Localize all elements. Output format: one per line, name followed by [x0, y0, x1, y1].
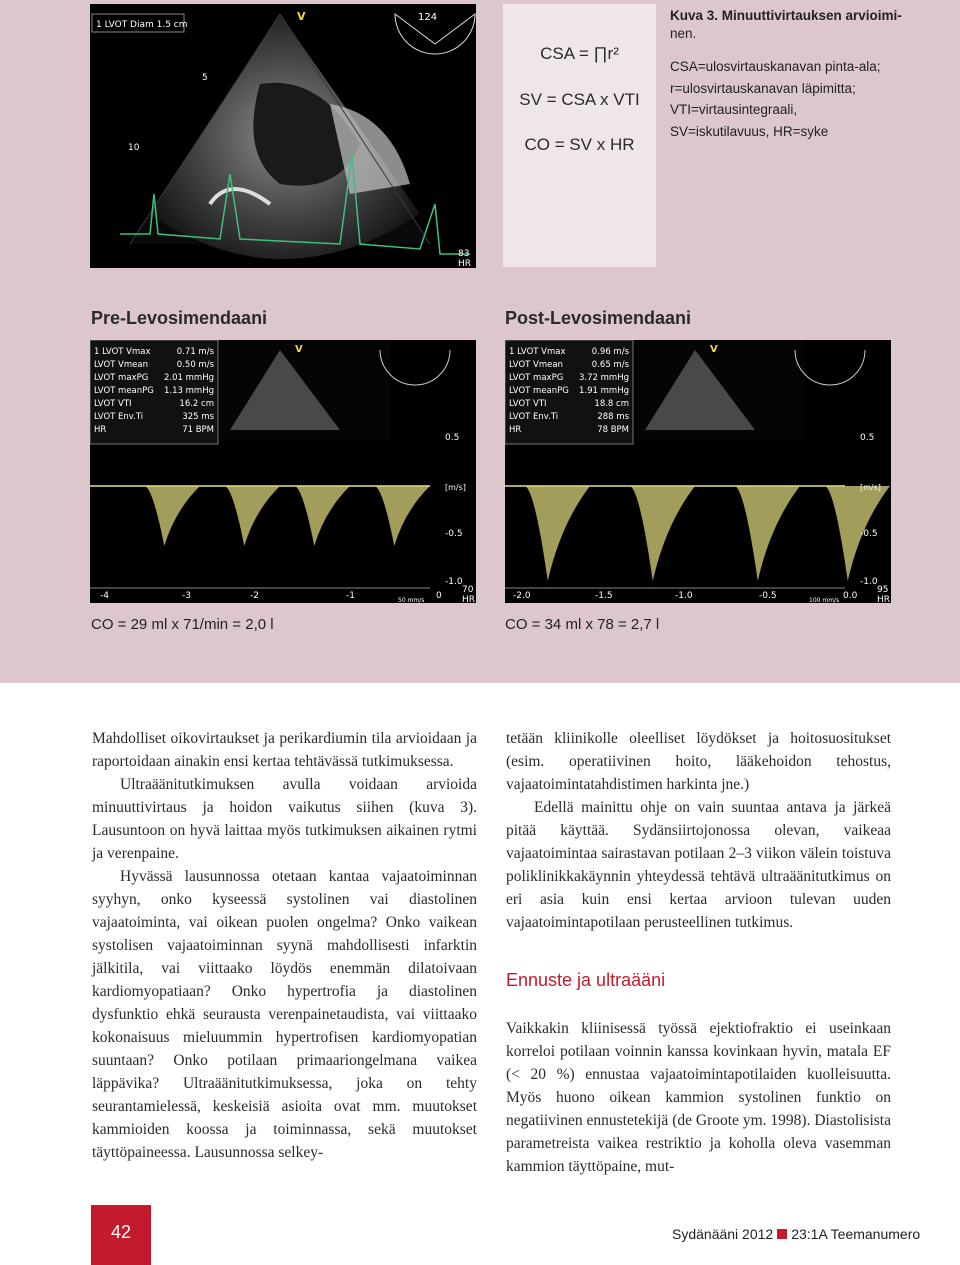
- top-depth-5: 5: [202, 73, 208, 83]
- right-column: [506, 727, 891, 934]
- post-doppler-envelope: [630, 486, 695, 581]
- pre-meas-value: 0.50 m/s: [176, 360, 214, 370]
- echo-image-top: [90, 4, 476, 268]
- post-meas-name: LVOT VTI: [509, 399, 547, 409]
- pre-meas-value: 0.71 m/s: [176, 347, 214, 357]
- footer-journal: Sydänääni 2012: [672, 1226, 774, 1242]
- right-paragraph-3: Vaikkakin kliinisessä työssä ejektiofraktio ei useinkaan korreloi potilaan voinnin kanssa kovinkaan hyvin, matala EF (< 20 %) ennustaa vajaatoimintapotilaiden kuolleisuutta. Myös huono oikean kammion systolinen funktio on negatiivinen ennustetekijä (de Groote ym. 1998). Diastolisista parametreista vaikea restriktio ja koholla oleva vasemman kammion täyttöpaine, mut-: [506, 1020, 891, 1175]
- pre-xtick-4: 0: [436, 591, 442, 601]
- pre-meas-name: LVOT Env.Ti: [94, 412, 144, 422]
- formula-csa: CSA = ∏r²: [540, 44, 619, 63]
- right-column-after: [506, 1017, 891, 1178]
- figure-caption-title: Kuva 3. Minuuttivirtauksen arvioimi-: [670, 8, 902, 23]
- post-co: CO = 34 ml x 78 = 2,7 l: [505, 616, 660, 633]
- post-meas-name: LVOT maxPG: [509, 373, 564, 383]
- post-ytick-0: 0.5: [860, 433, 875, 443]
- top-hr-label: HR: [458, 259, 472, 268]
- post-xtick-4: 0.0: [843, 591, 858, 601]
- top-measure-text: 1 LVOT Diam 1.5 cm: [96, 20, 188, 30]
- pre-speed: 50 mm/s: [398, 597, 425, 603]
- formula-co: CO = SV x HR: [524, 135, 635, 154]
- pre-doppler-envelope: [295, 486, 350, 546]
- pre-doppler-envelope: [145, 486, 200, 546]
- pre-meas-value: 1.13 mmHg: [164, 386, 214, 396]
- post-xtick-1: -1.5: [595, 591, 613, 601]
- post-meas-value: 78 BPM: [597, 425, 629, 435]
- section-heading: Ennuste ja ultraääni: [506, 970, 666, 990]
- post-doppler-envelope: [525, 486, 590, 581]
- pre-xtick-0: -4: [100, 591, 109, 601]
- page-number: 42: [91, 1205, 151, 1265]
- post-meas-value: 18.8 cm: [594, 399, 629, 409]
- pre-doppler-envelope: [375, 486, 430, 546]
- post-doppler-envelope: [735, 486, 800, 581]
- pre-label: Pre-Levosimendaani: [91, 308, 268, 328]
- post-xtick-0: -2.0: [513, 591, 531, 601]
- top-angle: 124: [418, 12, 438, 23]
- post-xtick-2: -1.0: [675, 591, 693, 601]
- post-meas-name: HR: [509, 425, 522, 435]
- pre-xtick-2: -2: [250, 591, 259, 601]
- figure-caption-body: CSA=ulosvirtauskanavan pinta-ala; r=ulosvirtauskanavan läpimitta; VTI=virtausintegraali, SV=iskutilavuus, HR=syke: [670, 59, 881, 139]
- post-speed: 100 mm/s: [809, 597, 840, 603]
- pre-meas-name: LVOT VTI: [94, 399, 132, 409]
- post-xtick-3: -0.5: [759, 591, 777, 601]
- pre-meas-name: LVOT maxPG: [94, 373, 149, 383]
- pre-meas-value: 325 ms: [182, 412, 214, 422]
- post-meas-value: 3.72 mmHg: [579, 373, 629, 383]
- footer-issue: 23:1A Teemanumero: [791, 1226, 921, 1242]
- top-hr-value: 83: [458, 249, 470, 259]
- doppler-post: [505, 340, 891, 603]
- post-v-marker: V: [710, 344, 718, 355]
- post-meas-value: 0.65 m/s: [591, 360, 629, 370]
- post-meas-name: LVOT Env.Ti: [509, 412, 559, 422]
- post-meas-value: 1.91 mmHg: [579, 386, 629, 396]
- post-meas-name: LVOT meanPG: [509, 386, 569, 396]
- footer: [672, 1226, 920, 1242]
- pre-meas-name: 1 LVOT Vmax: [94, 347, 151, 357]
- pre-doppler-envelope: [225, 486, 280, 546]
- pre-xtick-3: -1: [346, 591, 355, 601]
- pre-ytick-0: 0.5: [445, 433, 460, 443]
- post-meas-name: 1 LVOT Vmax: [509, 347, 566, 357]
- pre-hr-value: 70: [462, 585, 474, 595]
- post-meas-value: 288 ms: [597, 412, 629, 422]
- top-depth-10: 10: [128, 143, 140, 153]
- post-hr-value: 95: [877, 585, 889, 595]
- pre-ytick-2: -0.5: [445, 529, 463, 539]
- formula-box: [503, 4, 656, 267]
- left-paragraph-3: Hyvässä lausunnossa otetaan kantaa vajaatoiminnan syyhyn, onko kyseessä systolinen vai diastolinen vajaatoiminta, vai oikean puolen ongelma? Onko vaikean systolisen vajaatoiminnan syynä mahdollisesti infarktin jälkitila, vai viittaako löydös enemmän dilatoivaan kardiomyopatiaan? Onko hypertrofia ja diastolinen dysfunktio ehkä seurausta verenpainetaudista, vai viittaako kokonaisuus mieluummin hypertrofisen kardiomyopatian suuntaan? Onko potilaan primaariongelmana vaikea läppävika? Ultraäänitutkimuksessa, joka on tehty seurantamielessä, keskeisiä asioita ovat mm. muutokset kammioiden koossa ja toiminnassa, sekä muutokset täyttöpaineessa. Lausunnossa selkey-: [92, 868, 477, 1161]
- post-hr-label: HR: [877, 595, 891, 603]
- formula-sv: SV = CSA x VTI: [519, 90, 640, 109]
- pre-ytick-1: [m/s]: [445, 483, 466, 492]
- left-column: [92, 727, 477, 1164]
- pre-meas-value: 71 BPM: [182, 425, 214, 435]
- pre-meas-value: 2.01 mmHg: [164, 373, 214, 383]
- pre-co: CO = 29 ml x 71/min = 2,0 l: [91, 616, 274, 633]
- pre-meas-name: LVOT meanPG: [94, 386, 154, 396]
- doppler-pre: [90, 340, 476, 603]
- pre-meas-name: HR: [94, 425, 107, 435]
- left-paragraph-2: Ultraäänitutkimuksen avulla voidaan arvioida minuuttivirtaus ja hoidon vaikutus siihen (kuva 3). Lausuntoon on hyvä laittaa myös tutkimuksen aikainen rytmi ja verenpaine.: [92, 776, 477, 862]
- pre-xtick-1: -3: [182, 591, 191, 601]
- post-ytick-3: -1.0: [860, 577, 878, 587]
- post-meas-name: LVOT Vmean: [509, 360, 563, 370]
- figure-caption-title-cont: nen.: [670, 26, 697, 41]
- post-doppler-envelope: [825, 486, 890, 581]
- pre-v-marker: V: [295, 344, 303, 355]
- post-meas-value: 0.96 m/s: [591, 347, 629, 357]
- pre-ytick-3: -1.0: [445, 577, 463, 587]
- right-paragraph-2: Edellä mainittu ohje on vain suuntaa antava ja järkeä pitää käyttää. Sydänsiirtojonossa olevan, vaikeaa vajaatoimintaa sairastavan potilaan 2–3 viikon välein toistuva poliklinikkakäynnin yhteydessä tehtävä ultraäänitutkimus on eri asia kuin ensi kertaa arvioon tulevan uuden vajaatoimintapotilaan perusteellinen tutkimus.: [506, 799, 891, 931]
- footer-square-icon: [777, 1229, 787, 1239]
- right-paragraph-1: tetään kliinikolle oleelliset löydökset ja hoitosuositukset (esim. operatiivinen hoito, lääkehoidon tehostus, vajaatoimintatahdistimen harkinta jne.): [506, 730, 891, 793]
- pre-meas-name: LVOT Vmean: [94, 360, 148, 370]
- pre-meas-value: 16.2 cm: [179, 399, 214, 409]
- top-marker: V: [297, 10, 306, 23]
- left-paragraph-1: Mahdolliset oikovirtaukset ja perikardiumin tila arvioidaan ja raportoidaan ainakin ensi kertaa tehtävässä tutkimuksessa.: [92, 730, 477, 770]
- post-ytick-1: [m/s]: [860, 483, 881, 492]
- post-label: Post-Levosimendaani: [505, 308, 692, 328]
- pre-hr-label: HR: [462, 595, 476, 603]
- post-ytick-2: -0.5: [860, 529, 878, 539]
